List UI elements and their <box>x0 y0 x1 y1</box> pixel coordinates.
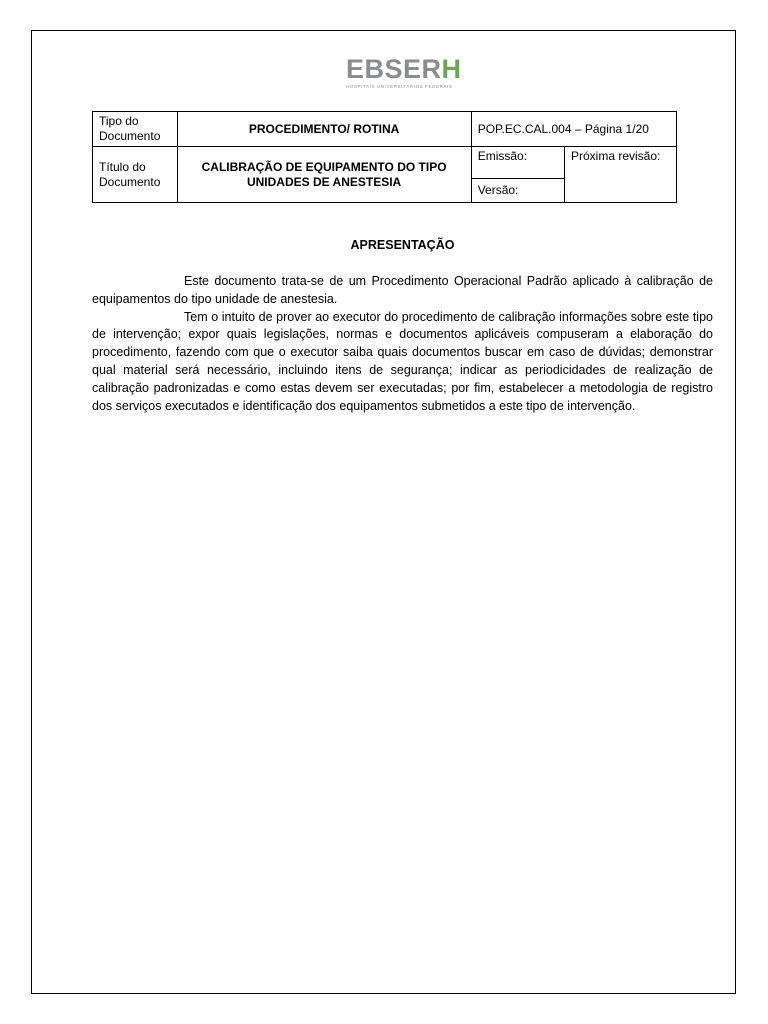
proxima-revisao-label: Próxima revisão: <box>564 147 676 203</box>
document-code: POP.EC.CAL.004 – Página 1/20 <box>471 112 676 147</box>
ebserh-logo <box>346 56 466 90</box>
tipo-documento-label: Tipo do Documento <box>93 112 178 147</box>
paragraph: Tem o intuito de prover ao executor do procedimento de calibração informações sobre este tipo de intervenção; expor quais legislações, normas e documentos aplicáveis compuseram a elaboração do procedimento, fazendo com que o executor saiba quais documentos buscar em caso de dúvidas; demonstrar qual material será necessário, incluindo itens de segurança; indicar as periodicidades de realização de calibração padronizadas e como estas devem ser executadas; por fim, estabelecer a metodologia de registro dos serviços executados e identificação dos equipamentos submetidos a este tipo de intervenção. <box>92 309 713 413</box>
section-body <box>92 273 713 415</box>
logo-wordmark <box>346 56 466 83</box>
paragraph: Este documento trata-se de um Procedimento Operacional Padrão aplicado à calibração de equipamentos do tipo unidade de anestesia. <box>92 274 713 306</box>
document-header-table <box>92 111 677 203</box>
section-heading: APRESENTAÇÃO <box>350 238 455 252</box>
logo-subtitle: HOSPITAIS UNIVERSITÁRIOS FEDERAIS <box>346 84 453 89</box>
logo-main-text: EBSER <box>346 54 442 84</box>
tipo-documento-value: PROCEDIMENTO/ ROTINA <box>177 112 471 147</box>
logo-accent-text: H <box>441 54 462 84</box>
versao-label: Versão: <box>471 179 564 203</box>
emissao-label: Emissão: <box>471 147 564 179</box>
titulo-documento-value: CALIBRAÇÃO DE EQUIPAMENTO DO TIPO UNIDADES DE ANESTESIA <box>177 147 471 203</box>
titulo-documento-label: Título do Documento <box>93 147 178 203</box>
